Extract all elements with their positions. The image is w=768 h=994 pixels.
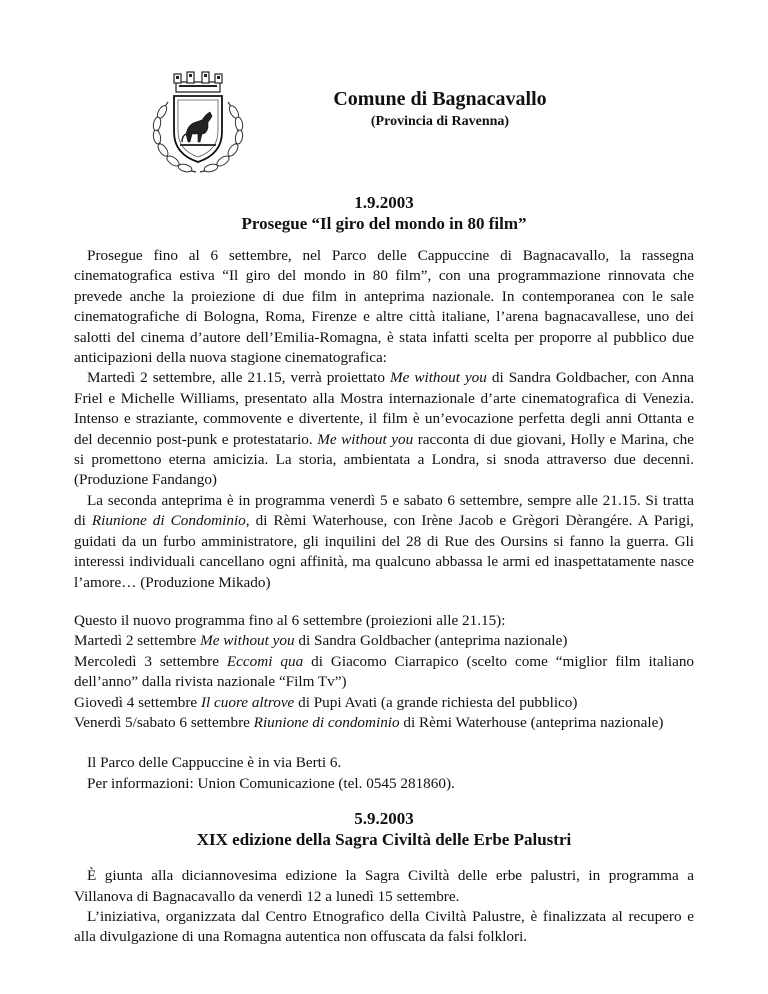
organization-province: (Provincia di Ravenna) xyxy=(370,114,510,129)
program-details: di Pupi Avati (a grande richiesta del pubblico) xyxy=(294,693,578,711)
program-list xyxy=(74,611,694,733)
organization-block xyxy=(290,86,590,132)
program-item xyxy=(74,652,694,693)
article2-body xyxy=(74,866,694,948)
article2-paragraph-2: L’iniziativa, organizzata dal Centro Etnografico della Civiltà Palustre, è finalizzata al recupero e alla divulgazione di una Romagna autentica non offuscata da falsi folklori. xyxy=(74,907,694,946)
article1-body xyxy=(74,246,694,593)
text-span: Martedì 2 settembre, alle 21.15, verrà proiettato xyxy=(87,369,390,387)
film-title: Il cuore altrove xyxy=(200,693,295,711)
article2-title: XIX edizione della Sagra Civiltà delle Erbe Palustri xyxy=(196,830,572,850)
text-span: La seconda anteprima è in programma venerdì 5 e sabato 6 settembre, sempre alle 21.15. Si tratta di xyxy=(74,491,694,530)
film-title: Me without you xyxy=(200,632,295,650)
info-block xyxy=(74,753,694,794)
film-title: Riunione di Condominio xyxy=(91,512,246,530)
film-title: Me without you xyxy=(389,369,487,387)
film-title: Riunione di condominio xyxy=(253,713,400,731)
article1-title: Prosegue “Il giro del mondo in 80 film” xyxy=(241,214,527,233)
program-intro: Questo il nuovo programma fino al 6 settembre (proiezioni alle 21.15): xyxy=(74,611,506,629)
program-item xyxy=(74,631,694,651)
program-details: di Rèmi Waterhouse (anteprima nazionale) xyxy=(399,713,664,731)
film-title: Me without you xyxy=(317,430,414,448)
letterhead xyxy=(140,62,680,182)
program-item xyxy=(74,713,694,733)
info-contact: Per informazioni: Union Comunicazione (tel. 0545 281860). xyxy=(87,774,455,792)
article1-paragraph-2 xyxy=(74,368,694,490)
program-day: Venerdì 5/sabato 6 settembre xyxy=(74,713,254,731)
comune-crest-icon xyxy=(140,62,256,178)
program-item xyxy=(74,693,694,713)
article1-date: 1.9.2003 xyxy=(354,193,414,212)
document-body xyxy=(74,186,694,948)
text-span: di Sandra Goldbacher, con Anna Friel e Michelle Williams, presentato alla Mostra internazionale d’arte cinematografica di Venezia. Intenso e straziante, commovente e divertente, il film è un’evocazione perfetta degli anni Ottanta e del decennio post-punk e protestatario. xyxy=(74,369,694,448)
article1-paragraph-3 xyxy=(74,491,694,593)
program-details: di Sandra Goldbacher (anteprima nazionale) xyxy=(294,632,568,650)
info-location: Il Parco delle Cappuccine è in via Berti 6. xyxy=(87,754,342,772)
program-details: di Giacomo Ciarrapico (scelto come “miglior film italiano dell’anno” dalla rivista nazionale “Film Tv”) xyxy=(74,652,695,691)
program-day: Mercoledì 3 settembre xyxy=(74,652,227,670)
article2-date: 5.9.2003 xyxy=(354,809,414,829)
program-day: Martedì 2 settembre xyxy=(74,632,201,650)
film-title: Eccomi qua xyxy=(226,652,304,670)
article2-paragraph-1: È giunta alla diciannovesima edizione la Sagra Civiltà delle erbe palustri, in programma a Villanova di Bagnacavallo da venerdì 12 a lunedì 15 settembre. xyxy=(74,867,694,905)
program-day: Giovedì 4 settembre xyxy=(74,693,201,711)
article1-paragraph-1: Prosegue fino al 6 settembre, nel Parco delle Cappuccine di Bagnacavallo, la rassegna cinematografica estiva “Il giro del mondo in 80 film”, con una programmazione rinnovata che prevede anche la proiezione di due film in anteprima nazionale. In contemporanea con le sale cinematografiche di Bologna, Roma, Firenze e altre città italiane, l’arena bagnacavallese, uno dei salotti del cinema d’autore dell’Emilia-Romagna, è stata infatti scelta per proporre al pubblico due anticipazioni della nuova stagione cinematografica: xyxy=(74,247,694,367)
text-span: racconta di due giovani, Holly e Marina, che si promettono eterna amicizia. La storia, ambientata a Londra, si snoda attraverso due decenni. (Produzione Fandango) xyxy=(74,430,694,489)
organization-name: Comune di Bagnacavallo xyxy=(333,88,547,110)
text-span: , di Rèmi Waterhouse, con Irène Jacob e Grègori Dèrangére. A Parigi, guidati da un furbo amministratore, gli inquilini del 28 di Rue des Oursins si fanno la guerra. Gli interessi individuali cancellano ogni affinità, ma qualcuno abbassa le armi ed inaspettatamente nasce l’amore… (Produzione Mikado) xyxy=(74,512,694,591)
